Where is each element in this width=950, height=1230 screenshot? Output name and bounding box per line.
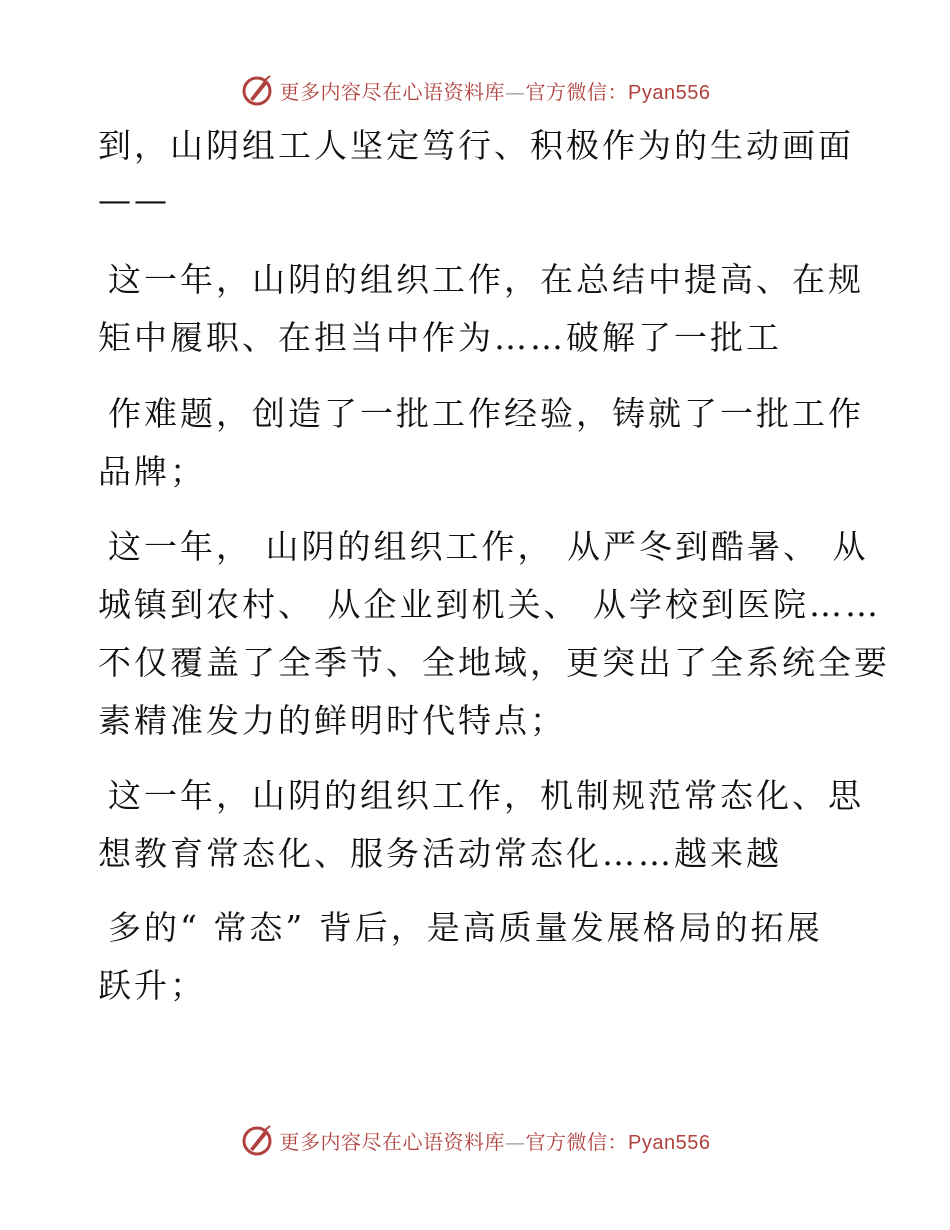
body-line: 这一年， 山阴的组织工作， 从严冬到酷暑、 从 xyxy=(108,527,869,566)
feather-pen-seal-icon xyxy=(240,1123,274,1157)
watermark-contact-id: Pyan556 xyxy=(628,1131,711,1154)
body-line: 这一年，山阴的组织工作，机制规范常态化、思 xyxy=(108,776,864,815)
body-line: 多的“ 常态” 背后，是高质量发展格局的拓展 xyxy=(108,908,823,947)
watermark-separator: — xyxy=(505,79,526,104)
feather-pen-seal-icon xyxy=(240,73,274,107)
watermark-separator: — xyxy=(505,1129,526,1154)
watermark-brand: 更多内容尽在心语资料库 xyxy=(279,79,506,104)
body-line: 跃升； xyxy=(98,966,206,1005)
footer-watermark xyxy=(0,1120,950,1160)
watermark-contact-id: Pyan556 xyxy=(628,81,711,104)
watermark-text xyxy=(280,76,711,105)
body-line: —— xyxy=(98,180,170,219)
watermark-contact-label: 官方微信： xyxy=(525,79,629,104)
body-line: 品牌； xyxy=(98,452,206,491)
watermark-brand: 更多内容尽在心语资料库 xyxy=(279,1129,506,1154)
watermark-text xyxy=(280,1126,711,1155)
body-line: 城镇到农村、 从企业到机关、 从学校到医院…… xyxy=(98,585,881,624)
body-line: 想教育常态化、服务活动常态化……越来越 xyxy=(98,834,782,873)
body-line: 这一年，山阴的组织工作，在总结中提高、在规 xyxy=(108,260,864,299)
header-watermark xyxy=(0,70,950,110)
watermark-contact-label: 官方微信： xyxy=(525,1129,629,1154)
body-line: 矩中履职、在担当中作为……破解了一批工 xyxy=(98,318,782,357)
body-line: 作难题，创造了一批工作经验，铸就了一批工作 xyxy=(108,394,864,433)
body-line: 不仅覆盖了全季节、全地域，更突出了全系统全要 xyxy=(98,643,890,682)
body-line: 素精准发力的鲜明时代特点； xyxy=(98,701,566,740)
body-line: 到，山阴组工人坚定笃行、积极作为的生动画面 xyxy=(98,126,854,165)
